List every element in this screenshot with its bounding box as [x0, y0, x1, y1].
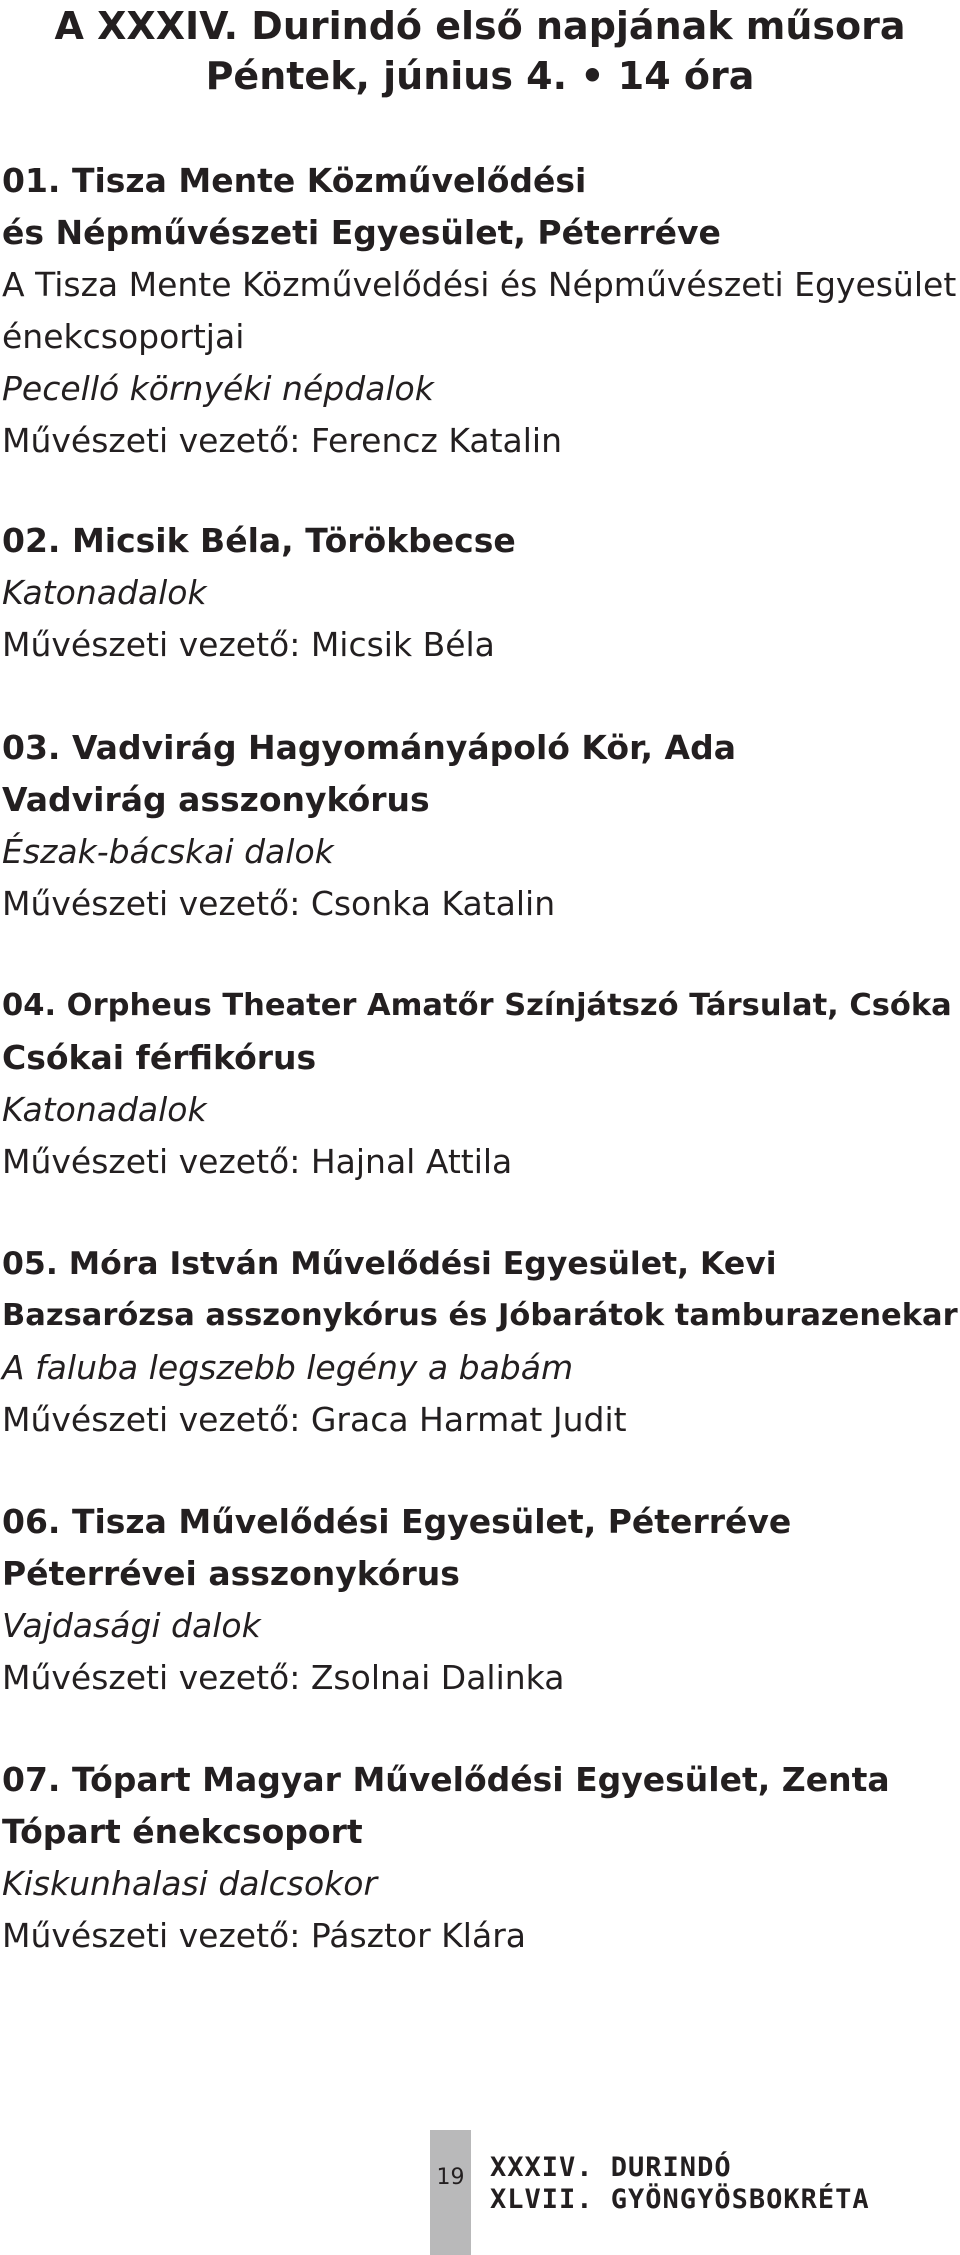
entry-ensemble: Bazsarózsa asszonykórus és Jóbarátok tamburazenekar: [2, 1298, 958, 1333]
entry-program: Katonadalok: [2, 573, 207, 612]
entry-leader: Művészeti vezető: Csonka Katalin: [2, 884, 556, 923]
program-entry-02: [2, 515, 958, 671]
program-title: A XXXIV. Durindó első napjának műsora: [54, 4, 906, 48]
program-entry-06: [2, 1496, 958, 1704]
program-entry-03: [2, 722, 958, 930]
entry-leader: Művészeti vezető: Zsolnai Dalinka: [2, 1658, 565, 1697]
entry-ensemble: Csókai férfikórus: [2, 1038, 317, 1077]
entry-leader: Művészeti vezető: Hajnal Attila: [2, 1142, 513, 1181]
program-entry-05: [2, 1238, 958, 1446]
entry-ensemble: Vadvirág asszonykórus: [2, 780, 430, 819]
entry-program: A faluba legszebb legény a babám: [2, 1348, 574, 1387]
page-number: 19: [436, 2165, 465, 2190]
entry-ensemble-cont: énekcsoportjai: [2, 317, 245, 356]
festival-logo-line2: XLVII. GYÖNGYÖSBOKRÉTA: [490, 2184, 870, 2215]
entry-leader: Művészeti vezető: Micsik Béla: [2, 625, 495, 664]
entry-program: Pecelló környéki népdalok: [2, 369, 434, 408]
entry-heading: 05. Móra István Művelődési Egyesület, Kevi: [2, 1246, 777, 1282]
entry-program: Észak-bácskai dalok: [2, 832, 334, 871]
festival-logo-line1: XXXIV. DURINDÓ: [490, 2152, 732, 2183]
entry-program: Katonadalok: [2, 1090, 207, 1129]
page-number-tab: [430, 2130, 471, 2255]
entry-ensemble: Péterrévei asszonykórus: [2, 1554, 460, 1593]
entry-heading: 03. Vadvirág Hagyományápoló Kör, Ada: [2, 728, 736, 767]
entry-heading: 01. Tisza Mente Közművelődési: [2, 161, 587, 200]
entry-ensemble: Tópart énekcsoport: [2, 1812, 363, 1851]
entry-program: Vajdasági dalok: [2, 1606, 261, 1645]
entry-heading: 07. Tópart Magyar Művelődési Egyesület, Zenta: [2, 1760, 890, 1799]
program-entry-07: [2, 1754, 958, 1962]
page-footer: [430, 2130, 900, 2255]
entry-heading: 04. Orpheus Theater Amatőr Színjátszó Társulat, Csóka: [2, 988, 952, 1023]
entry-ensemble: A Tisza Mente Közművelődési és Népművészeti Egyesület: [2, 265, 957, 304]
program-date: Péntek, június 4. • 14 óra: [205, 54, 755, 98]
entry-heading: 06. Tisza Művelődési Egyesület, Péterréve: [2, 1502, 792, 1541]
entry-leader: Művészeti vezető: Ferencz Katalin: [2, 421, 563, 460]
program-entry-04: [2, 980, 958, 1188]
festival-logo: [490, 2152, 870, 2216]
entry-heading: 02. Micsik Béla, Törökbecse: [2, 521, 516, 560]
program-entry-01: [2, 155, 958, 467]
entry-heading-cont: és Népművészeti Egyesület, Péterréve: [2, 213, 721, 252]
entry-leader: Művészeti vezető: Pásztor Klára: [2, 1916, 526, 1955]
entry-leader: Művészeti vezető: Graca Harmat Judit: [2, 1400, 627, 1439]
entry-program: Kiskunhalasi dalcsokor: [2, 1864, 378, 1903]
